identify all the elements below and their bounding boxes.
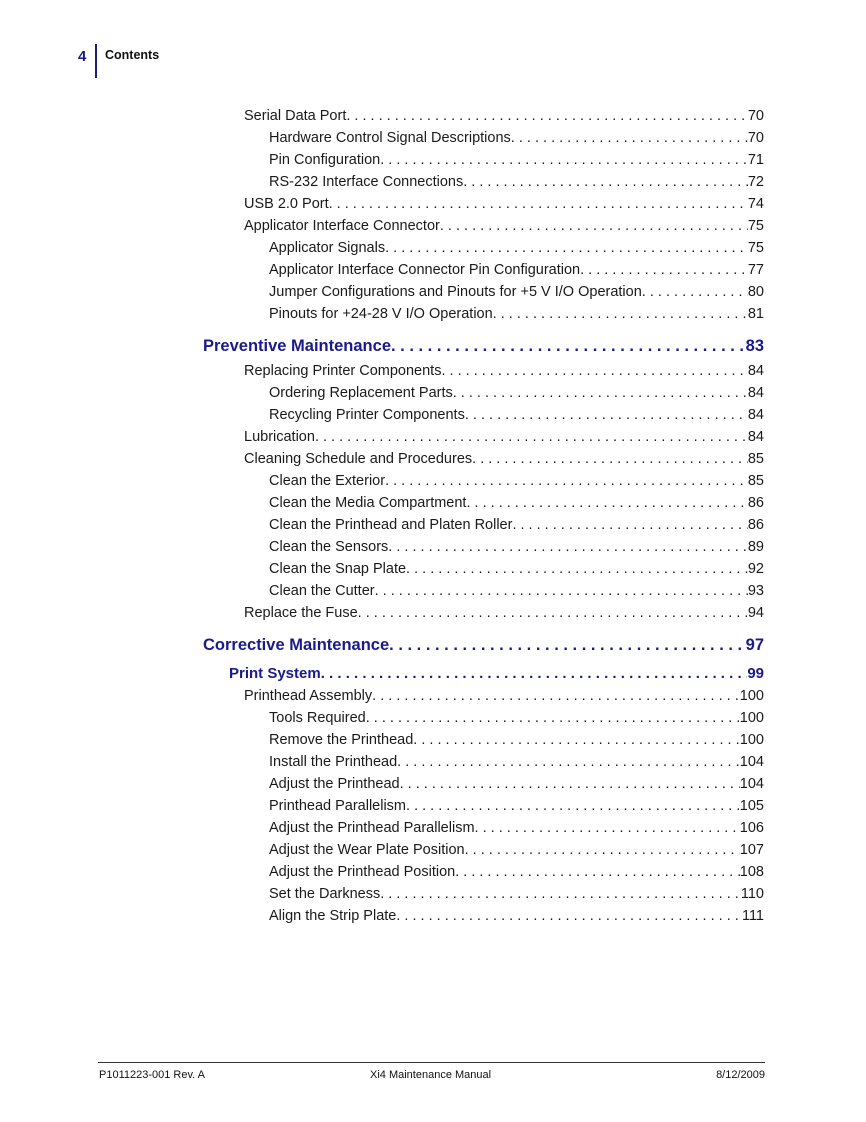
toc-entry[interactable] bbox=[269, 262, 764, 278]
toc-entry-page: 80 bbox=[747, 284, 764, 300]
toc-entry-title: Adjust the Wear Plate Position bbox=[269, 842, 465, 858]
toc-entry-title: Align the Strip Plate bbox=[269, 908, 397, 924]
toc-leader-dots bbox=[391, 337, 746, 356]
toc-leader-dots bbox=[580, 262, 748, 278]
toc-entry-page: 70 bbox=[747, 108, 764, 124]
footer-divider bbox=[98, 1062, 765, 1063]
toc-leader-dots bbox=[512, 517, 747, 533]
toc-entry[interactable] bbox=[269, 152, 764, 168]
footer-manual-title: Xi4 Maintenance Manual bbox=[370, 1069, 492, 1081]
toc-entry-page: 84 bbox=[747, 385, 764, 401]
toc-entry-title: Adjust the Printhead Position bbox=[269, 864, 456, 880]
toc-entry[interactable] bbox=[269, 385, 764, 401]
toc-entry-page: 84 bbox=[747, 429, 764, 445]
toc-entry-page: 71 bbox=[747, 152, 764, 168]
toc-leader-dots bbox=[441, 363, 747, 379]
toc-entry-title: Pin Configuration bbox=[269, 152, 381, 168]
toc-entry-page: 108 bbox=[739, 864, 764, 880]
toc-leader-dots bbox=[380, 886, 741, 902]
toc-leader-dots bbox=[475, 820, 740, 836]
toc-entry[interactable] bbox=[269, 798, 764, 814]
toc-entry-page: 97 bbox=[745, 636, 764, 654]
toc-entry-title: Clean the Media Compartment bbox=[269, 495, 467, 511]
toc-entry[interactable] bbox=[269, 886, 764, 902]
toc-entry-title: Printhead Assembly bbox=[244, 688, 373, 704]
toc-entry-title: Jumper Configurations and Pinouts for +5 V I/O Operation bbox=[269, 284, 642, 300]
toc-leader-dots bbox=[472, 451, 748, 467]
toc-entry-title: Tools Required bbox=[269, 710, 366, 726]
toc-leader-dots bbox=[329, 196, 748, 212]
toc-entry-page: 74 bbox=[747, 196, 764, 212]
toc-entry-page: 85 bbox=[747, 451, 764, 467]
toc-entry[interactable] bbox=[269, 583, 764, 599]
toc-entry[interactable] bbox=[269, 407, 764, 423]
toc-entry-title: Adjust the Printhead Parallelism bbox=[269, 820, 475, 836]
toc-entry-title: Applicator Interface Connector bbox=[244, 218, 440, 234]
toc-entry-title: USB 2.0 Port bbox=[244, 196, 329, 212]
toc-leader-dots bbox=[397, 754, 740, 770]
toc-entry-page: 85 bbox=[747, 473, 764, 489]
toc-entry-title: Cleaning Schedule and Procedures bbox=[244, 451, 473, 467]
toc-chapter-entry[interactable] bbox=[203, 337, 764, 356]
toc-entry[interactable] bbox=[269, 710, 764, 726]
toc-leader-dots bbox=[346, 108, 748, 124]
toc-entry-page: 84 bbox=[747, 407, 764, 423]
toc-entry-title: Replace the Fuse bbox=[244, 605, 358, 621]
toc-entry[interactable] bbox=[269, 240, 764, 256]
toc-entry-page: 104 bbox=[739, 754, 764, 770]
toc-entry-title: Clean the Snap Plate bbox=[269, 561, 407, 577]
toc-entry-page: 107 bbox=[739, 842, 764, 858]
toc-entry-title: Set the Darkness bbox=[269, 886, 381, 902]
toc-leader-dots bbox=[465, 842, 740, 858]
toc-entry-title: Recycling Printer Components bbox=[269, 407, 465, 423]
toc-entry-page: 110 bbox=[740, 886, 764, 902]
toc-entry-page: 100 bbox=[739, 688, 764, 704]
toc-entry-title: Print System bbox=[229, 665, 321, 682]
toc-entry-title: Preventive Maintenance bbox=[203, 337, 391, 355]
toc-leader-dots bbox=[388, 539, 748, 555]
toc-entry-title: Replacing Printer Components bbox=[244, 363, 442, 379]
toc-entry-page: 72 bbox=[747, 174, 764, 190]
toc-entry[interactable] bbox=[244, 196, 764, 212]
toc-entry-page: 81 bbox=[747, 306, 764, 322]
toc-entry-title: Adjust the Printhead bbox=[269, 776, 400, 792]
toc-entry-title: Corrective Maintenance bbox=[203, 636, 390, 654]
toc-leader-dots bbox=[642, 284, 748, 300]
toc-leader-dots bbox=[385, 240, 748, 256]
toc-entry-title: Install the Printhead bbox=[269, 754, 398, 770]
toc-leader-dots bbox=[406, 798, 740, 814]
toc-leader-dots bbox=[321, 665, 748, 682]
toc-entry-page: 75 bbox=[747, 240, 764, 256]
toc-entry[interactable] bbox=[269, 174, 764, 190]
toc-entry-title: Clean the Exterior bbox=[269, 473, 386, 489]
toc-entry-title: Lubrication bbox=[244, 429, 315, 445]
toc-entry-page: 93 bbox=[747, 583, 764, 599]
toc-entry-page: 106 bbox=[739, 820, 764, 836]
toc-leader-dots bbox=[455, 864, 740, 880]
toc-entry-page: 105 bbox=[739, 798, 764, 814]
toc-entry[interactable] bbox=[269, 130, 764, 146]
toc-entry-page: 77 bbox=[747, 262, 764, 278]
toc-entry-page: 94 bbox=[747, 605, 764, 621]
toc-entry[interactable] bbox=[269, 908, 764, 924]
toc-entry[interactable] bbox=[244, 688, 764, 704]
footer-date: 8/12/2009 bbox=[716, 1069, 765, 1081]
toc-entry-page: 104 bbox=[739, 776, 764, 792]
toc-entry-title: Clean the Sensors bbox=[269, 539, 389, 555]
toc-entry[interactable] bbox=[244, 451, 764, 467]
toc-entry-page: 86 bbox=[747, 517, 764, 533]
toc-entry-title: Remove the Printhead bbox=[269, 732, 414, 748]
toc-entry[interactable] bbox=[269, 306, 764, 322]
toc-entry-title: RS-232 Interface Connections bbox=[269, 174, 464, 190]
toc-entry-page: 83 bbox=[745, 337, 764, 355]
toc-entry[interactable] bbox=[244, 108, 764, 124]
toc-entry[interactable] bbox=[269, 754, 764, 770]
header-section-title: Contents bbox=[105, 48, 160, 62]
toc-leader-dots bbox=[389, 636, 745, 655]
toc-entry[interactable] bbox=[269, 473, 764, 489]
toc-entry[interactable] bbox=[244, 429, 764, 445]
toc-entry[interactable] bbox=[269, 539, 764, 555]
toc-entry[interactable] bbox=[244, 218, 764, 234]
toc-leader-dots bbox=[440, 218, 748, 234]
toc-leader-dots bbox=[380, 152, 748, 168]
toc-entry-page: 111 bbox=[741, 908, 764, 924]
toc-entry-title: Hardware Control Signal Descriptions bbox=[269, 130, 511, 146]
toc-leader-dots bbox=[463, 174, 748, 190]
toc-entry-page: 100 bbox=[739, 732, 764, 748]
toc-leader-dots bbox=[465, 407, 748, 423]
toc-leader-dots bbox=[372, 688, 740, 704]
toc-entry[interactable] bbox=[269, 284, 764, 300]
toc-entry[interactable] bbox=[269, 776, 764, 792]
toc-chapter-entry[interactable] bbox=[203, 636, 764, 655]
toc-entry-title: Serial Data Port bbox=[244, 108, 347, 124]
toc-entry[interactable] bbox=[269, 561, 764, 577]
toc-entry-page: 100 bbox=[739, 710, 764, 726]
toc-entry-page: 92 bbox=[747, 561, 764, 577]
toc-entry[interactable] bbox=[269, 864, 764, 880]
toc-leader-dots bbox=[315, 429, 748, 445]
toc-entry-title: Pinouts for +24-28 V I/O Operation bbox=[269, 306, 493, 322]
header-divider bbox=[95, 44, 97, 78]
toc-entry-page: 86 bbox=[747, 495, 764, 511]
toc-leader-dots bbox=[493, 306, 748, 322]
toc-leader-dots bbox=[375, 583, 748, 599]
toc-leader-dots bbox=[385, 473, 748, 489]
toc-entry[interactable] bbox=[244, 363, 764, 379]
toc-entry-page: 75 bbox=[747, 218, 764, 234]
toc-leader-dots bbox=[358, 605, 748, 621]
toc-leader-dots bbox=[453, 385, 748, 401]
toc-section-entry[interactable] bbox=[229, 665, 764, 682]
toc-entry[interactable] bbox=[269, 842, 764, 858]
toc-entry-page: 84 bbox=[747, 363, 764, 379]
toc-entry[interactable] bbox=[269, 732, 764, 748]
toc-leader-dots bbox=[396, 908, 742, 924]
toc-entry[interactable] bbox=[269, 495, 764, 511]
toc-entry-page: 70 bbox=[747, 130, 764, 146]
toc-entry-title: Clean the Cutter bbox=[269, 583, 375, 599]
toc-entry-page: 89 bbox=[747, 539, 764, 555]
toc-entry-title: Clean the Printhead and Platen Roller bbox=[269, 517, 513, 533]
toc-entry[interactable] bbox=[269, 820, 764, 836]
toc-entry-title: Applicator Signals bbox=[269, 240, 386, 256]
footer-doc-number: P1011223-001 Rev. A bbox=[99, 1069, 206, 1081]
toc-entry-page: 99 bbox=[747, 665, 764, 682]
toc-leader-dots bbox=[366, 710, 740, 726]
toc-entry-title: Applicator Interface Connector Pin Configuration bbox=[269, 262, 581, 278]
toc-leader-dots bbox=[466, 495, 747, 511]
toc-entry[interactable] bbox=[244, 605, 764, 621]
page-number: 4 bbox=[78, 48, 87, 65]
toc-leader-dots bbox=[406, 561, 748, 577]
toc-leader-dots bbox=[413, 732, 740, 748]
toc-entry-title: Ordering Replacement Parts bbox=[269, 385, 453, 401]
toc-entry-title: Printhead Parallelism bbox=[269, 798, 407, 814]
toc-leader-dots bbox=[400, 776, 740, 792]
toc-leader-dots bbox=[511, 130, 748, 146]
toc-entry[interactable] bbox=[269, 517, 764, 533]
